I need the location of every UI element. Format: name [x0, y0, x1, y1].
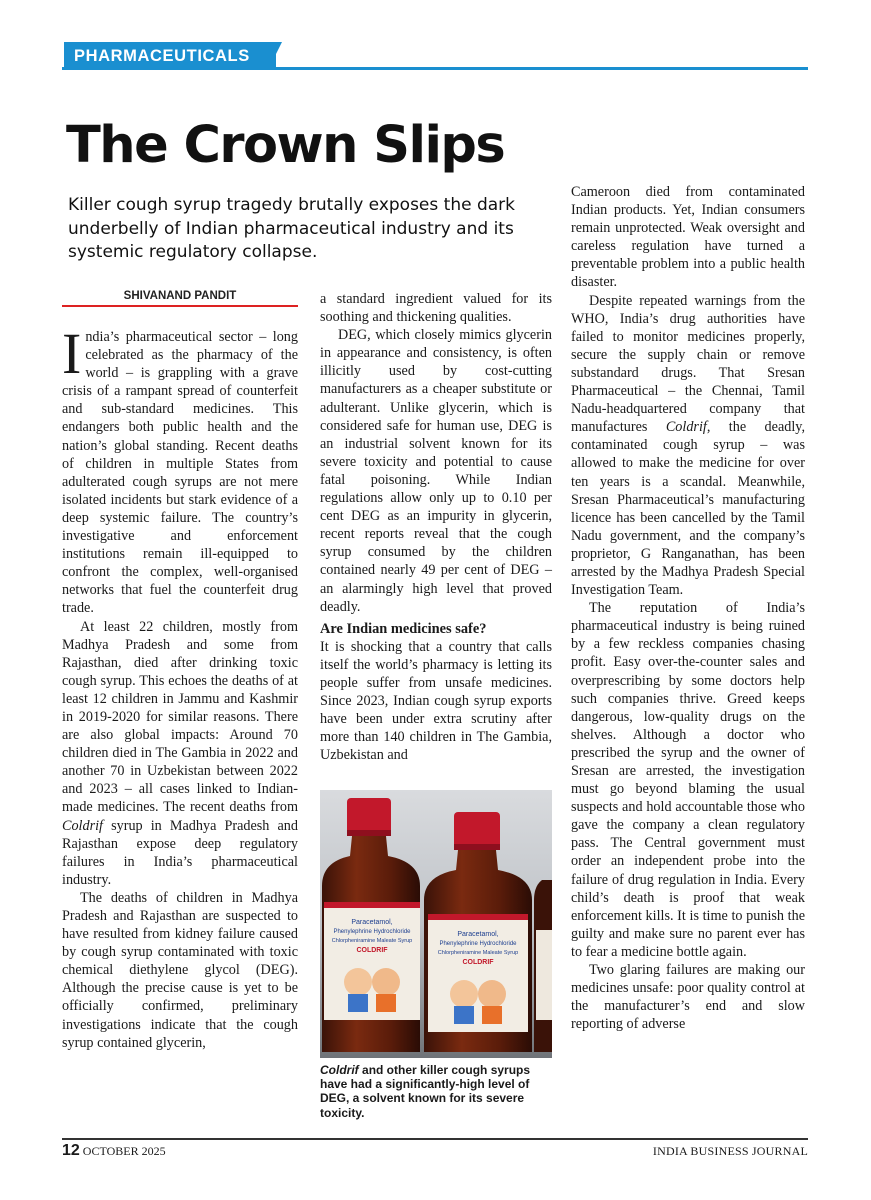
section-tag-slant — [268, 42, 282, 70]
body-paragraph: The deaths of children in Madhya Pradesh and Rajasthan are suspected to have resulted from kidney failure caused by cough syrup contaminated with toxic chemical diethylene glycol (DEG). Although the precise cause is yet to be officially confirmed, preliminary investigations indicate that the cough syrup contained glycerin, — [62, 889, 298, 1051]
svg-text:Phenylephrine Hydrochloride: Phenylephrine Hydrochloride — [333, 929, 411, 935]
body-paragraph: Despite repeated warnings from the WHO, India’s drug authorities have failed to monitor medicines properly, secure the supply chain or remove substandard drugs. That Sresan Pharmaceutical – the Chennai, Tamil Nadu-headquartered company that manufactures Coldrif, the deadly, contaminated cough syrup – was allowed to make the medicine for over ten years is a scandal. Meanwhile, Sresan Pharmaceutical’s manufacturing licence has been cancelled by the Tamil Nadu government, and the company’s proprietor, G Ranganathan, has been arrested by the Madhya Pradesh Special Investigation Team. — [571, 292, 805, 599]
footer-rule — [62, 1138, 808, 1140]
svg-text:Phenylephrine Hydrochloride: Phenylephrine Hydrochloride — [439, 941, 517, 947]
svg-text:Chlorpheniramine Maleate Syrup: Chlorpheniramine Maleate Syrup — [331, 938, 413, 944]
svg-text:COLDRIF: COLDRIF — [356, 947, 388, 954]
body-paragraph: Two glaring failures are making our medicines unsafe: poor quality control at the manufacturer’s end and slow reporting of adverse — [571, 962, 805, 1033]
svg-text:Chlorpheniramine Maleate Syrup: Chlorpheniramine Maleate Syrup — [437, 950, 519, 956]
body-paragraph: It is shocking that a country that calls itself the world’s pharmacy is letting its people suffer from unsafe medicines. Since 2023, Indian cough syrup exports have been under extra scrutiny after more than 140 children in The Gambia, Uzbekistan and — [320, 638, 552, 764]
column-1 — [62, 321, 298, 1052]
body-paragraph: The reputation of India’s pharmaceutical industry is being ruined by a few reckless companies chasing profit. Easy over-the-counter sales and overprescribing by some doctors help such companies thrive. Greed keeps dangerous, low-quality drugs on the shelves. Although a doctor who prescribed the syrup and the owner of Sresan are arrested, the investigation must go beyond blaming the usual suspects and hold accountable those who gave the company a clean regulatory pass. The Central government must order an independent probe into the failure of drug regulation in India. Every child’s death is proof that weak enforcement kills. It is time to punish the guilty and make sure no parent ever has to fear a medicine bottle again. — [571, 600, 805, 960]
section-tag — [62, 42, 808, 70]
section-rule — [62, 67, 808, 70]
issue-date: OCTOBER 2025 — [82, 1144, 166, 1158]
cough-syrup-photo — [320, 790, 552, 1058]
body-paragraph: DEG, which closely mimics glycerin in appearance and consistency, is often illicitly used by cost-cutting manufacturers as a cheaper substitute or adulterant. Unlike glycerin, which is considered safe for human use, DEG is an industrial solvent known for its severe toxicity and potential to cause fatal poisoning. While Indian regulations allow only up to 0.10 per cent DEG as an impurity in glycerin, recent reports reveal that the cough syrup consumed by the children contained nearly 49 per cent of DEG – an alarmingly high level that proved deadly. — [320, 327, 552, 615]
body-paragraph: India’s pharmaceutical sector – long celebrated as the pharmacy of the world – is grappling with a grave crisis of a rampant spread of counterfeit and sub-standard medicines. This endangers both public health and the nation’s global standing. Recent deaths of children in multiple States from adulterated cough syrups are not mere isolated incidents but stark evidence of a deep systemic failure. The country’s investigative and enforcement institutions remain ill-equipped to confront the complex, well-organised networks that fuel the counterfeit drug trade. — [62, 321, 298, 617]
svg-text:COLDRIF: COLDRIF — [462, 959, 494, 966]
publication-name: INDIA BUSINESS JOURNAL — [652, 1144, 808, 1158]
drop-cap: I — [62, 321, 82, 386]
standfirst: Killer cough syrup tragedy brutally exposes the dark underbelly of Indian pharmaceutical industry and its systemic regulatory collapse. — [68, 195, 515, 262]
svg-text:Paracetamol,: Paracetamol, — [351, 919, 393, 926]
column-2 — [320, 290, 552, 764]
footer-folio — [62, 1142, 166, 1160]
svg-text:Paracetamol,: Paracetamol, — [457, 931, 499, 938]
column-3 — [571, 183, 805, 1033]
headline: The Crown Slips — [66, 116, 505, 175]
page-number: 12 — [62, 1142, 80, 1159]
photo-caption: Coldrif and other killer cough syrups have had a significantly-high level of DEG, a solvent known for its severe toxicity. — [320, 1063, 531, 1120]
syrup-bottles-illustration — [320, 790, 552, 1058]
subheading: Are Indian medicines safe? — [320, 620, 487, 637]
section-label: PHARMACEUTICALS — [64, 42, 276, 70]
body-paragraph: Cameroon died from contaminated Indian products. Yet, Indian consumers remain unprotected. Weak oversight and careless regulation have turned a preventable problem into a public health disaster. — [571, 184, 805, 291]
byline: SHIVANAND PANDIT — [62, 290, 298, 307]
body-paragraph: At least 22 children, mostly from Madhya Pradesh and some from Rajasthan, died after drinking toxic cough syrup. This echoes the deaths of at least 12 children in Jammu and Kashmir in 2019-2020 for similar reasons. There are also global impacts: Around 70 children died in The Gambia in 2022 and another 70 in Uzbekistan between 2022 and 2023 – all cases linked to Indian-made medicines. The recent deaths from Coldrif syrup in Madhya Pradesh and Rajasthan expose deep regulatory failures in India’s pharmaceutical industry. — [62, 618, 298, 888]
body-paragraph: a standard ingredient valued for its soothing and thickening qualities. — [320, 291, 552, 326]
